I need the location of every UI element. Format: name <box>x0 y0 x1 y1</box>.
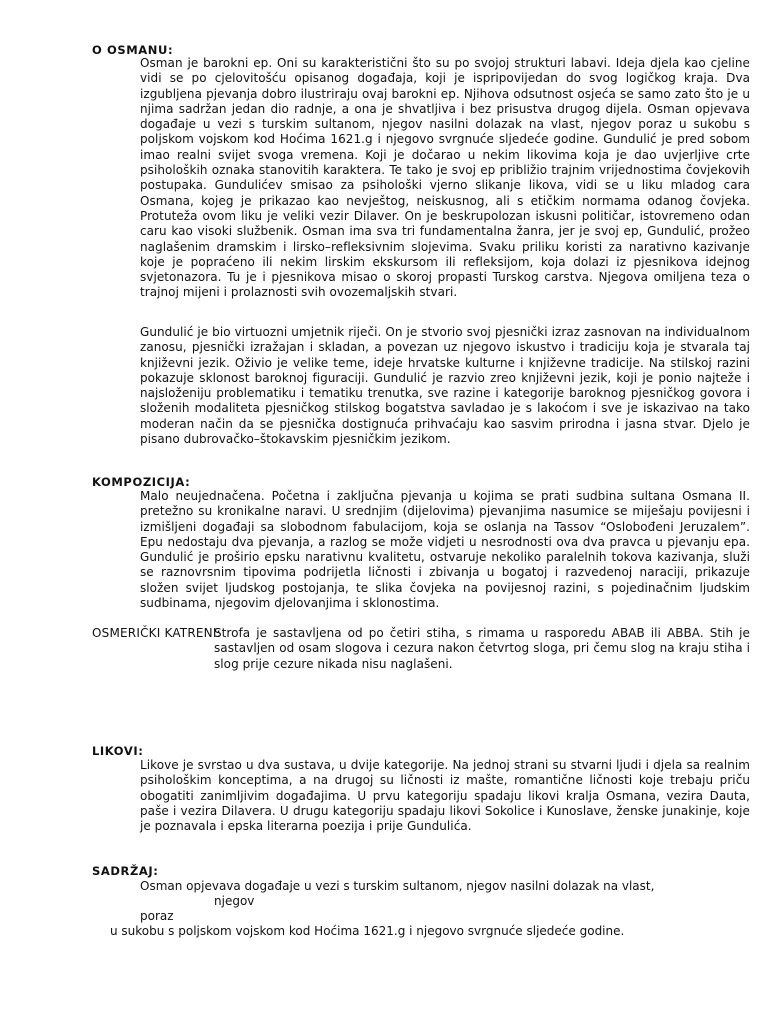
section-heading-sadrzaj: SADRŽAJ: <box>92 864 159 878</box>
section-heading-osman: O OSMANU: <box>92 43 174 57</box>
sadrzaj-line-4: u sukobu s poljskom vojskom kod Hoćima 1621.g i njegovo svrgnuće sljedeće godine. <box>110 924 625 938</box>
term-text: Strofa je sastavljena od po četiri stiha, s rimama u rasporedu ABAB ili ABBA. Stih je sastavljen od osam slogova i cezura nakon četvrtog sloga, pri čemu slog na kraju stiha i slog prije cezure nikada nisu naglašeni. <box>214 626 750 671</box>
sadrzaj-line-3: poraz <box>140 909 174 923</box>
section-heading-kompozicija: KOMPOZICIJA: <box>92 475 191 489</box>
kompozicija-paragraph: Malo neujednačena. Početna i zaključna pjevanja u kojima se prati sudbina sultana Osmana II. pretežno su kronikalne naravi. U srednjim (dijelovima) pjevanjima nasumice se miješaju povijesni i izmišljeni događaji sa slobodnom fabulacijom, koja se oslanja na Tassov “Oslobođeni Jeruzalem”. Epu nedostaju dva pjevanja, a razlog se može vidjeti u nesrodnosti ova dva pravca u pjevanju epa. Gundulić je proširio epsku narativnu kvalitetu, ostvaruje nekoliko paralelnih tokova kazivanja, služi se raznovrsnim tipovima podrijetla ličnosti i zbivanja u bogatoj i razvedenoj naraciji, prikazuje složen svijet ljudskog postojanja, te slika čovjeka na povijesnoj razini, s pojedinačnim ljudskim sudbinama, njegovim djelovanjima i sklonostima. <box>140 489 750 611</box>
osman-paragraph-1: Osman je barokni ep. Oni su karakteristični što su po svojoj strukturi labavi. Ideja djela kao cjeline vidi se po cjelovitošću opisanog događaja, koji je ispripovijedan do svog logičkog kraja. Dva izgubljena pjevanja dobro ilustriraju ovaj barokni ep. Njihova odsutnost osjeća se samo zato što je u njima sadržan jedan dio radnje, a ona je shvatljiva i bez prisustva drugog dijela. Osman opjevava događaje u vezi s turskim sultanom, njegov nasilni dolazak na vlast, njegov poraz u sukobu s poljskom vojskom kod Hoćima 1621.g i njegovo svrgnuće sljedeće godine. Gundulić je pred sobom imao realni svijet svoga vremena. Koji je dočarao u nekim likovima koja je dao uvjerljive crte psiholoških oznaka stanovitih karaktera. Te tako je svoj ep približio trajnim vrijednostima čovjekovih postupaka. Gundulićev smisao za psihološki vjerno slikanje likova, vidi se u liku mladog cara Osmana, kojeg je prikazao kao nevještog, neiskusnog, ali s etičkim normama odanog čovjeka. Protuteža ovom liku je veliki vezir Dilaver. On je beskrupolozan iskusni političar, istovremeno odan caru kao visoki službenik. Osman ima sva tri fundamentalna žanra, jer je svoj ep, Gundulić, prožeo naglašenim dramskim i lirsko–refleksivnim slojevima. Svaku priliku koristi za narativno kazivanje koje je popraćeno ili nekim lirskim ekskursom ili refleksijom, koja dolazi iz pjesnikova idejnog svjetonazora. Tu je i pjesnikova misao o skoroj propasti Turskog carstva. Njegova omiljena teza o trajnoj mijeni i prolaznosti svih ovozemaljskih stvari. <box>140 56 750 300</box>
section-heading-likovi: LIKOVI: <box>92 744 144 758</box>
likovi-paragraph: Likove je svrstao u dva sustava, u dvije kategorije. Na jednoj strani su stvarni ljudi i djela sa realnim psihološkim konceptima, a na drugoj su ličnosti iz mašte, romantične ličnosti koje trebaju priču obogatiti zanimljivim događajima. U prvu kategoriju spadaju likovi kralja Osmana, vezira Dauta, paše i vezira Dilavera. U drugu kategoriju spadaju likovi Sokolice i Kunoslave, ženske junakinje, koje je poznavala i epska literarna poezija i prije Gundulića. <box>140 758 750 834</box>
osman-paragraph-2: Gundulić je bio virtuozni umjetnik riječi. On je stvorio svoj pjesnički izraz zasnovan na individualnom zanosu, pjesnički izražajan i skladan, a povezan uz njegovo iskustvo i tradiciju koja je stvarala taj književni jezik. Oživio je velike teme, ideje hrvatske kulturne i književne tradicije. Na stilskoj razini pokazuje sklonost baroknoj figuraciji. Gundulić je razvio zreo književni jezik, koji je ponio najteže i najsloženiju problematiku i tematiku trenutka, sve razine i kategorije baroknog pjesničkog govora i složenih modaliteta pjesničkog stilskog bogatstva savladao je s lakoćom i sve je iskazivao na tako moderan način da se pjesnička dostignuća prihvaćaju kao sasvim prirodna i jasna stvar. Djelo je pisano dubrovačko–štokavskim pjesničkim jezikom. <box>140 325 750 447</box>
sadrzaj-line-2: njegov <box>214 894 255 908</box>
term-label: OSMERIČKI KATRENI: <box>92 626 221 640</box>
sadrzaj-line-1: Osman opjevava događaje u vezi s turskim sultanom, njegov nasilni dolazak na vlast, <box>140 879 655 893</box>
